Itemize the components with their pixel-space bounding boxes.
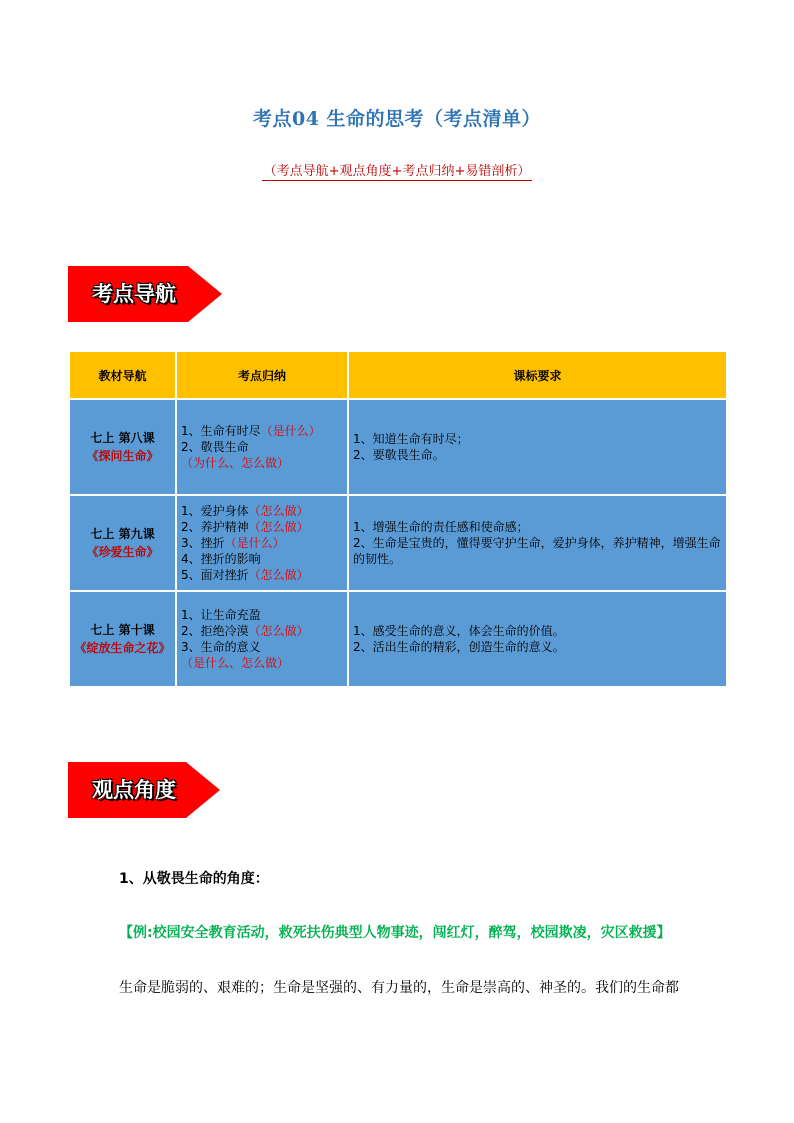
point-tag: （是什么）	[260, 424, 321, 438]
lesson-label: 七上 第八课	[90, 431, 155, 445]
example-line: 【例:校园安全教育活动，救死扶伤典型人物事迹，闯红灯，醉驾，校园欺凌，灾区救援】	[119, 925, 671, 941]
point-tag: （是什么、怎么做）	[181, 656, 290, 670]
table-row	[69, 591, 727, 687]
subtitle-wrap	[0, 160, 794, 181]
point-text: 2、养护精神	[181, 520, 249, 534]
point-line	[181, 655, 345, 671]
header-cell: 教材导航	[69, 351, 176, 399]
page-title: 考点04 生命的思考（考点清单）	[252, 108, 542, 130]
page-subtitle: （考点导航+观点角度+考点归纳+易错剖析）	[262, 160, 533, 181]
point-tag: （为什么、怎么做）	[181, 456, 290, 470]
book-title: 《绽放生命之花》	[74, 641, 171, 655]
point-line	[181, 535, 345, 551]
point-text: 1、爱护身体	[181, 504, 249, 518]
point-tag: （怎么做）	[248, 504, 309, 518]
standard-line: 2、活出生命的精彩，创造生命的意义。	[353, 640, 565, 654]
point-tag: （怎么做）	[248, 520, 309, 534]
point-line	[181, 503, 345, 519]
points-cell	[176, 591, 348, 687]
lesson-cell	[69, 399, 176, 495]
point-tag: （怎么做）	[248, 568, 309, 582]
point-text: 3、挫折	[181, 536, 225, 550]
header-cell: 课标要求	[348, 351, 727, 399]
lesson-label: 七上 第九课	[90, 527, 155, 541]
point-line	[181, 551, 345, 567]
standard-line: 2、生命是宝贵的，懂得要守护生命，爱护身体，养护精神，增强生命的韧性。	[353, 536, 721, 566]
book-title: 《珍爱生命》	[86, 545, 159, 559]
point-line	[181, 567, 345, 583]
banner-nav	[68, 266, 224, 322]
standard-line: 1、感受生命的意义，体会生命的价值。	[353, 624, 565, 638]
point-text: 1、生命有时尽	[181, 424, 261, 438]
point-line	[181, 623, 345, 639]
point-text: 2、拒绝冷漠	[181, 624, 249, 638]
point-tag: （怎么做）	[248, 624, 309, 638]
book-title: 《探问生命》	[86, 449, 159, 463]
point-line	[181, 607, 345, 623]
standards-cell	[348, 399, 727, 495]
standard-line: 1、增强生命的责任感和使命感；	[353, 520, 529, 534]
table-header-row	[69, 351, 727, 399]
point-text: 4、挫折的影响	[181, 552, 261, 566]
point-line	[181, 455, 345, 471]
point-text: 2、敬畏生命	[181, 440, 249, 454]
standard-line: 1、知道生命有时尽；	[353, 432, 469, 446]
points-cell	[176, 399, 348, 495]
header-cell: 考点归纳	[176, 351, 348, 399]
points-cell	[176, 495, 348, 591]
banner-view	[68, 762, 224, 818]
table-row	[69, 399, 727, 495]
point-text: 3、生命的意义	[181, 640, 261, 654]
point-line	[181, 423, 345, 439]
point-text: 1、让生命充盈	[181, 608, 261, 622]
section-heading: 1、从敬畏生命的角度：	[119, 871, 269, 887]
point-line	[181, 639, 345, 655]
lesson-cell	[69, 495, 176, 591]
standard-line: 2、要敬畏生命。	[353, 448, 445, 462]
point-line	[181, 519, 345, 535]
body-paragraph: 生命是脆弱的、艰难的；生命是坚强的、有力量的，生命是崇高的、神圣的。我们的生命都	[119, 980, 679, 996]
table-row	[69, 495, 727, 591]
lesson-cell	[69, 591, 176, 687]
banner-view-label: 观点角度	[92, 778, 176, 802]
point-tag: （是什么）	[224, 536, 285, 550]
point-text: 5、面对挫折	[181, 568, 249, 582]
lesson-label: 七上 第十课	[90, 623, 155, 637]
standards-cell	[348, 591, 727, 687]
standards-cell	[348, 495, 727, 591]
point-line	[181, 439, 345, 455]
banner-nav-label: 考点导航	[92, 282, 176, 306]
navigation-table	[68, 350, 728, 688]
